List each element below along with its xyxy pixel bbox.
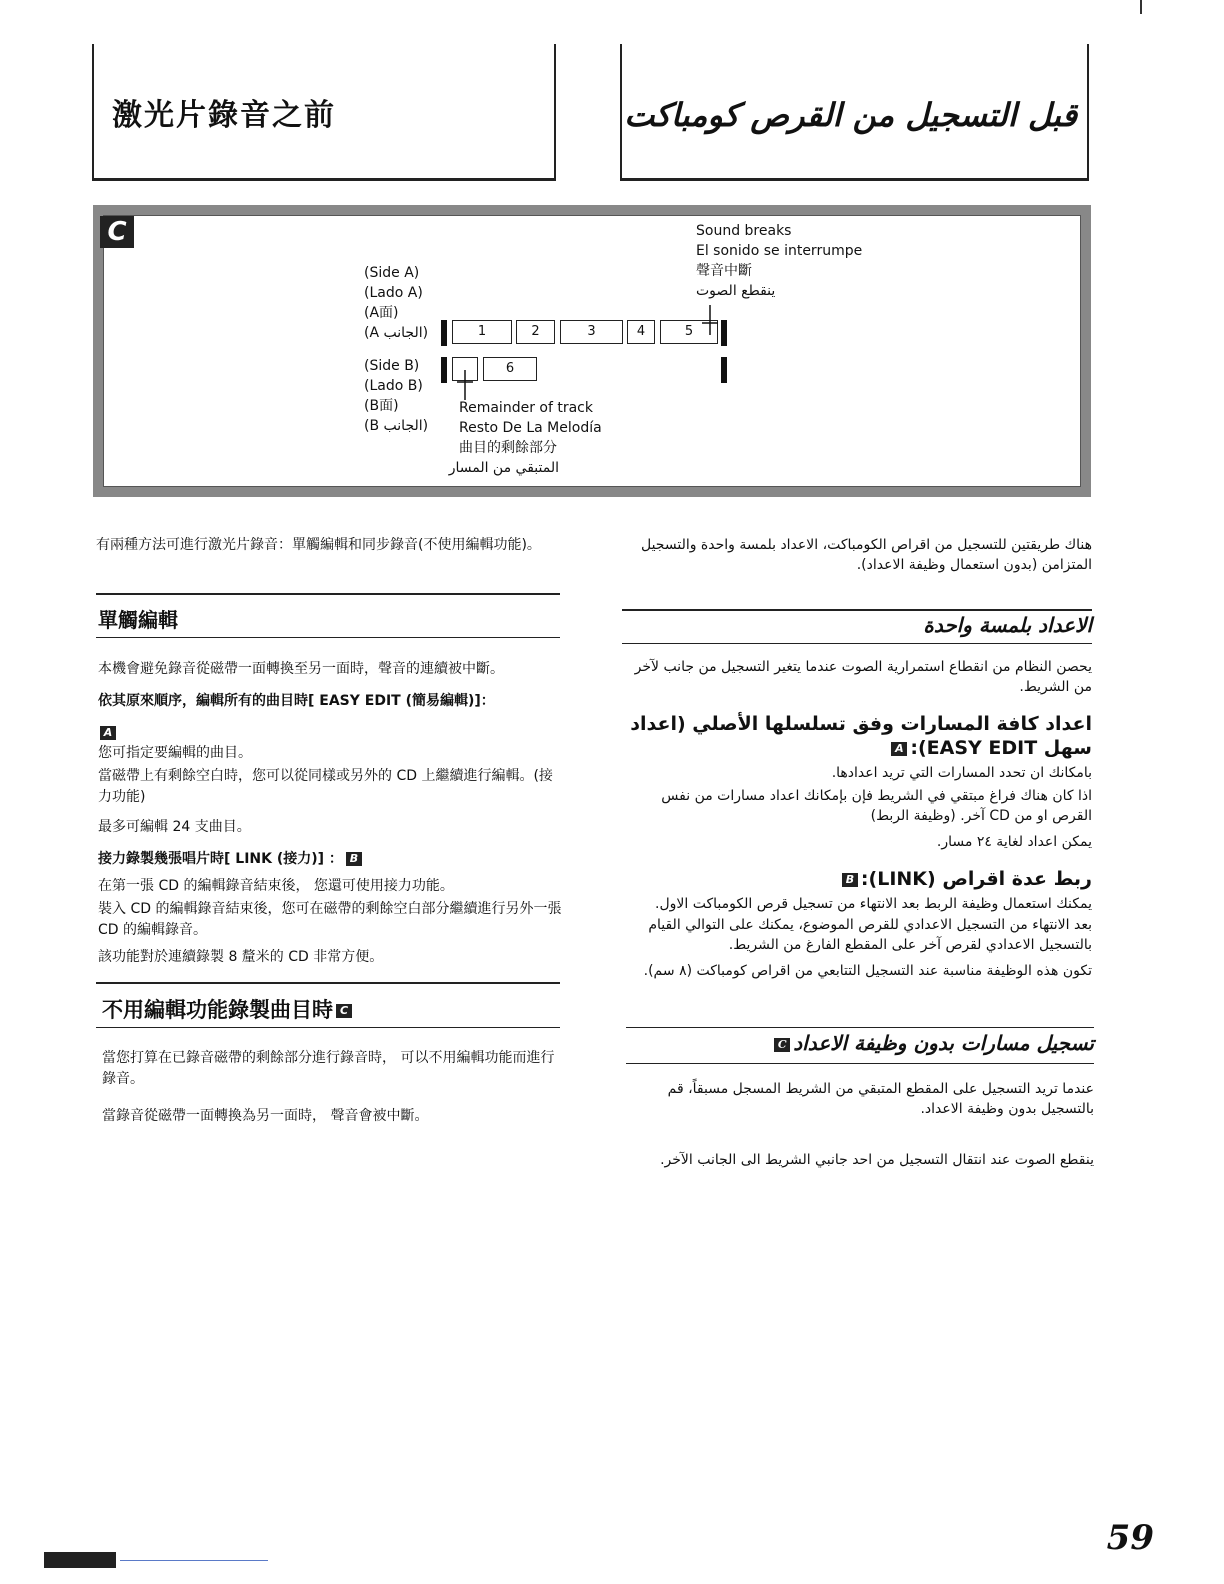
top-right-line — [1140, 0, 1142, 14]
footer-mark — [44, 1552, 116, 1568]
sound-break-marker — [700, 305, 720, 335]
ar-rule-4 — [626, 1063, 1094, 1064]
side-a-end-bar — [721, 320, 727, 346]
side-b-end-bar — [721, 357, 727, 383]
zh-para-3c: 該功能對於連續錄製 8 釐米的 CD 非常方便。 — [98, 949, 384, 965]
ar-link-heading: ربط عدة اقراص (LINK):B — [620, 868, 1092, 890]
ar-heading-no-edit: تسجيل مسارات بدون وظيفة الاعدادC — [624, 1031, 1094, 1055]
side-a-label: (Side A) (Lado A) (A面) (A الجانب) — [364, 265, 429, 341]
zh-para-4a: 當您打算在已錄音磁帶的剩餘部分進行錄音時， 可以不用編輯功能而進行錄音。 — [102, 1050, 555, 1087]
track-3: 3 — [560, 320, 623, 344]
ar-rule-3 — [626, 1027, 1094, 1028]
zh-easy-edit-heading: 依其原來順序，編輯所有的曲目時[ EASY EDIT (簡易編輯)]： — [98, 693, 495, 709]
zh-heading-one-touch: 單觸編輯 — [98, 608, 178, 632]
zh-rule-2 — [96, 637, 560, 638]
ar-para-3a: يمكنك استعمال وظيفة الربط بعد الانتهاء من تسجيل قرص الكومباكت الاول. — [655, 896, 1092, 912]
title-box-ar — [620, 44, 1089, 181]
ar-heading-one-touch: الاعداد بلمسة واحدة — [923, 613, 1092, 637]
remainder-marker — [455, 370, 475, 400]
side-a-start-bar — [441, 320, 447, 346]
zh-rule-3 — [96, 982, 560, 984]
zh-para-3a: 在第一張 CD 的編輯錄音結束後， 您還可使用接力功能。 — [98, 878, 454, 894]
sound-breaks-label: Sound breaks El sonido se interrumpe 聲音中斷 ينقطع الصوت — [696, 223, 863, 299]
ar-intro: هناك طريقتين للتسجيل من اقراص الكومباكت، الاعداد بلمسة واحدة والتسجيل المتزامن (بدون استعمال وظيفة الاعداد). — [640, 537, 1092, 573]
page-title-ar: قبل التسجيل من القرص كومباكت — [624, 96, 1077, 134]
ar-rule-1 — [622, 609, 1092, 611]
zh-intro: 有兩種方法可進行激光片錄音：單觸編輯和同步錄音(不使用編輯功能)。 — [96, 537, 541, 553]
zh-para-2c: 最多可編輯 24 支曲目。 — [98, 819, 251, 835]
remainder-label: Remainder of track Resto De La Melodía 曲目的剩餘部分 المتبقي من المسار — [448, 400, 602, 476]
ar-para-3b: بعد الانتهاء من التسجيل الاعدادي للقرص الموضوع، يمكنك على التوالي القيام بالتسجيل الاعدادي لقرص آخر على المقطع الفارغ من الشريط. — [648, 917, 1092, 953]
zh-heading-no-edit: 不用編輯功能錄製曲目時 C — [102, 994, 355, 1024]
ar-rule-2 — [622, 643, 1092, 644]
zh-para-3b: 裝入 CD 的編輯錄音結束後，您可在磁帶的剩餘空白部分繼續進行另外一張 CD 的編輯錄音。 — [98, 901, 562, 938]
title-box-zh — [92, 44, 556, 181]
track-1: 1 — [452, 320, 512, 344]
ar-para-4a: عندما تريد التسجيل على المقطع المتبقي من الشريط المسجل مسبقاً، قم بالتسجيل بدون وظيفة الاعداد. — [667, 1081, 1094, 1117]
zh-para-4b: 當錄音從磁帶一面轉換為另一面時， 聲音會被中斷。 — [102, 1108, 429, 1124]
ar-para-4b: ينقطع الصوت عند انتقال التسجيل من احد جانبي الشريط الى الجانب الآخر. — [660, 1152, 1094, 1168]
track-6: 6 — [483, 357, 537, 381]
ar-para-2b: اذا كان هناك فراغ مبتقي في الشريط فإن بإمكانك اعداد مسارات من نفس القرص او من CD آخر. (وظيفة الربط) — [661, 788, 1092, 824]
ar-para-1: يحصن النظام من انقطاع استمرارية الصوت عندما يتغير التسجيل من جانب لآخر من الشريط. — [634, 659, 1092, 695]
side-b-start-bar — [441, 357, 447, 383]
zh-rule-1 — [96, 593, 560, 595]
ar-easy-edit-heading: اعداد كافة المسارات وفق تسلسلها الأصلي (اعداد سهل EASY EDIT):A — [630, 713, 1092, 759]
zh-para-1: 本機會避免錄音從磁帶一面轉換至另一面時，聲音的連續被中斷。 — [98, 661, 504, 677]
track-4: 4 — [627, 320, 655, 344]
ar-para-3c: تكون هذه الوظيفة مناسبة عند التسجيل التتابعي من اقراص كومباكت (٨ سم). — [643, 963, 1092, 979]
ar-para-2a: بامكانك ان تحدد المسارات التي تريد اعدادها. — [831, 765, 1092, 781]
footer-line — [120, 1560, 268, 1561]
ar-para-2c: يمكن اعداد لغاية ٢٤ مسار. — [936, 834, 1092, 850]
zh-link-heading: 接力錄製幾張唱片時[ LINK (接力)] ： B — [98, 849, 563, 870]
diagram-badge: C — [100, 216, 134, 248]
zh-para-2a: 您可指定要編輯的曲目。 — [98, 745, 252, 761]
page-number: 59 — [1106, 1518, 1154, 1558]
zh-para-2b: 當磁帶上有剩餘空白時，您可以從同樣或另外的 CD 上繼續進行編輯。(接力功能) — [98, 768, 553, 805]
zh-rule-4 — [96, 1027, 560, 1028]
track-5: 5 — [660, 320, 718, 344]
side-b-label: (Side B) (Lado B) (B面) (B الجانب) — [364, 358, 429, 434]
zh-easy-edit-badge: A — [100, 722, 116, 741]
page-title-zh: 激光片錄音之前 — [112, 98, 336, 133]
track-2: 2 — [516, 320, 555, 344]
